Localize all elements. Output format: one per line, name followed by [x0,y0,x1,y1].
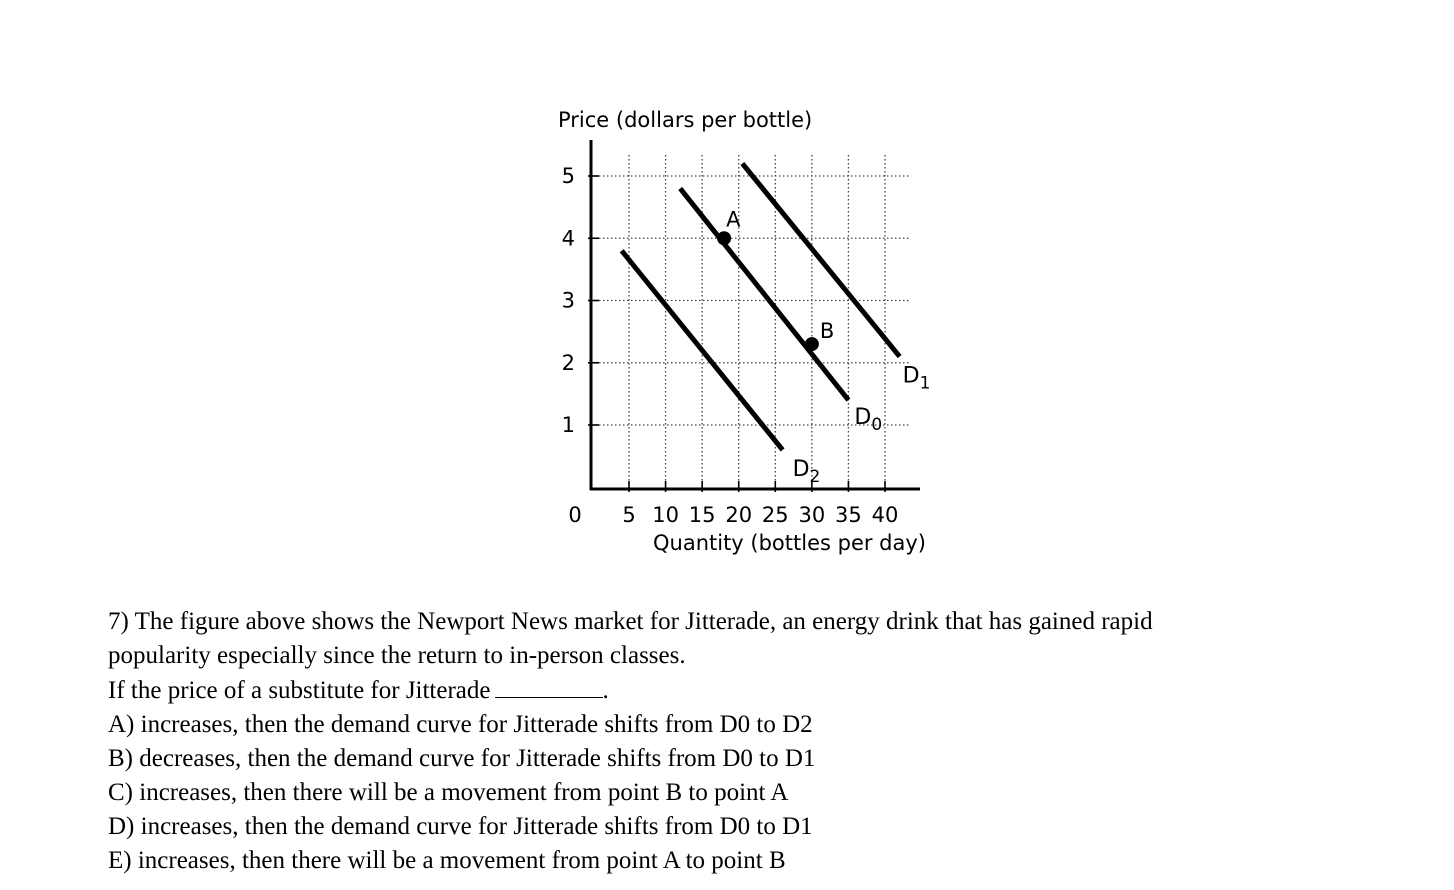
option-a[interactable]: A) increases, then the demand curve for Jitterade shifts from D0 to D2 [108,711,813,738]
grid [591,155,910,489]
y-tick-label-5: 5 [561,164,575,188]
y-tick-label-1: 1 [561,413,575,437]
y-axis-title: Price (dollars per bottle) [558,108,813,132]
point-label-B: B [819,319,835,344]
point-B [805,337,819,351]
option-c[interactable]: C) increases, then there will be a movement from point B to point A [108,779,789,806]
x-axis-title: Quantity (bottles per day) [652,531,926,555]
question-block [108,605,1408,878]
question-prompt [108,673,1408,708]
point-A [717,231,731,245]
x-tick-label-15: 15 [688,503,716,527]
option-d[interactable]: D) increases, then the demand curve for Jitterade shifts from D0 to D1 [108,813,813,840]
x-tick-label-5: 5 [622,503,636,527]
option-e[interactable]: E) increases, then there will be a movement from point A to point B [108,847,786,874]
x-tick-label-40: 40 [871,503,899,527]
y-tick-label-2: 2 [561,350,575,375]
x-tick-label-10: 10 [652,503,679,527]
prompt-text: If the price of a substitute for Jitterade [108,677,491,704]
x-tick-label-20: 20 [725,503,753,527]
origin-label: 0 [568,503,582,527]
x-tick-label-25: 25 [761,503,789,527]
y-tick-label-4: 4 [561,226,575,251]
curve-label-D1: $D_1$ [902,363,931,394]
curve-label-D0: $D_0$ [854,405,883,436]
curve-label-D2: $D_2$ [792,456,821,487]
x-tick-label-35: 35 [835,503,862,527]
answer-blank [495,673,603,698]
axes [588,140,920,492]
x-tick-label-30: 30 [798,503,826,527]
option-b[interactable]: B) decreases, then the demand curve for Jitterade shifts from D0 to D1 [108,745,816,772]
prompt-end: . [602,677,609,704]
point-label-A: A [726,207,741,232]
question-line-2: popularity especially since the return to in-person classes. [108,642,686,669]
question-line-1: 7) The figure above shows the Newport News market for Jitterade, an energy drink that has gained rapid [108,608,1153,635]
y-tick-label-3: 3 [561,288,575,313]
demand-curve-D0 [680,188,848,400]
